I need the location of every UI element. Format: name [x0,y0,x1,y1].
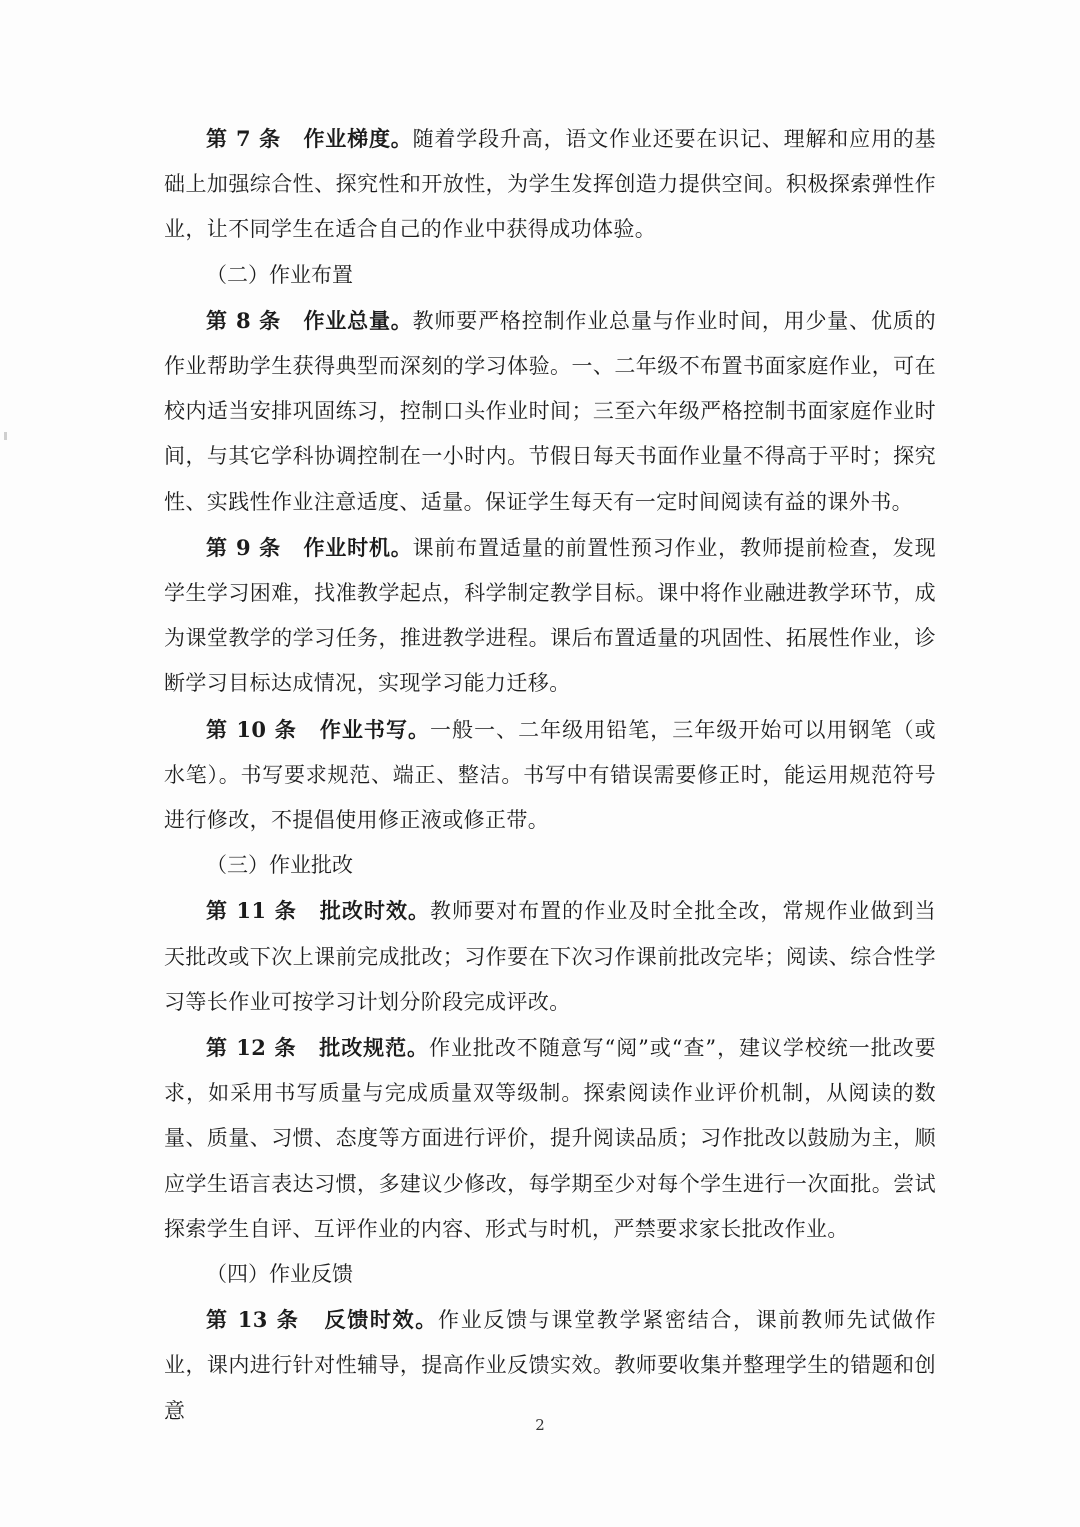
article-7 [164,116,936,253]
article-heading: 反馈时效。 [324,1307,439,1333]
article-number: 第 9 条 [206,534,281,560]
article-number: 第 13 条 [206,1307,300,1333]
article-body: 作业批改不随意写“阅”或“查”，建议学校统一批改要求，如采用书写质量与完成质量双等级制。探索阅读作业评价机制，从阅读的数量、质量、习惯、态度等方面进行评价，提升阅读品质；习作批改以鼓励为主，顺应学生语言表达习惯，多建议少修改，每学期至少对每个学生进行一次面批。尝试探索学生自评、互评作业的内容、形式与时机，严禁要求家长批改作业。 [164,1036,936,1241]
section-heading-4: （四）作业反馈 [206,1262,353,1287]
article-13 [164,1297,936,1434]
article-body: 一般一、二年级用铅笔，三年级开始可以用钢笔（或水笔）。书写要求规范、端正、整洁。书写中有错误需要修正时，能运用规范符号进行修改，不提倡使用修正液或修正带。 [164,717,937,833]
article-body: 课前布置适量的前置性预习作业，教师提前检查，发现学生学习困难，找准教学起点，科学制定教学目标。课中将作业融进教学环节，成为课堂教学的学习任务，推进教学进程。课后布置适量的巩固性、拓展性作业，诊断学习目标达成情况，实现学习能力迁移。 [164,535,937,696]
article-number: 第 7 条 [206,126,281,151]
article-heading: 作业梯度。 [303,126,413,151]
page-content [164,116,936,1434]
article-number: 第 8 条 [206,307,281,333]
page-number: 2 [535,1416,545,1434]
article-number: 第 12 条 [206,1035,297,1061]
article-heading: 作业时机。 [303,534,413,560]
section-heading-3: （三）作业批改 [206,853,353,878]
article-heading: 批改时效。 [319,898,431,924]
article-heading: 批改规范。 [319,1035,429,1061]
section-heading-2: （二）作业布置 [206,262,353,287]
article-number: 第 11 条 [206,898,297,924]
article-8 [164,298,936,525]
article-heading: 作业书写。 [319,716,431,742]
article-12 [164,1025,936,1252]
article-body: 作业反馈与课堂教学紧密结合，课前教师先试做作业，课内进行针对性辅导，提高作业反馈实效。教师要收集并整理学生的错题和创意 [164,1308,936,1423]
article-heading: 作业总量。 [303,307,413,333]
scan-edge-mark [4,432,7,440]
article-body: 教师要严格控制作业总量与作业时间，用少量、优质的作业帮助学生获得典型而深刻的学习体验。一、二年级不布置书面家庭作业，可在校内适当安排巩固练习，控制口头作业时间；三至六年级严格控制书面家庭作业时间，与其它学科协调控制在一小时内。节假日每天书面作业量不得高于平时；探究性、实践性作业注意适度、适量。保证学生每天有一定时间阅读有益的课外书。 [164,308,937,514]
article-11 [164,888,936,1025]
article-9 [164,525,936,707]
article-body: 教师要对布置的作业及时全批全改，常规作业做到当天批改或下次上课前完成批改；习作要在下次习作课前批改完毕；阅读、综合性学习等长作业可按学习计划分阶段完成评改。 [164,899,937,1014]
article-body: 随着学段升高，语文作业还要在识记、理解和应用的基础上加强综合性、探究性和开放性，为学生发挥创造力提供空间。积极探索弹性作业，让不同学生在适合自己的作业中获得成功体验。 [164,127,937,242]
article-10 [164,707,936,844]
article-number: 第 10 条 [206,716,297,742]
